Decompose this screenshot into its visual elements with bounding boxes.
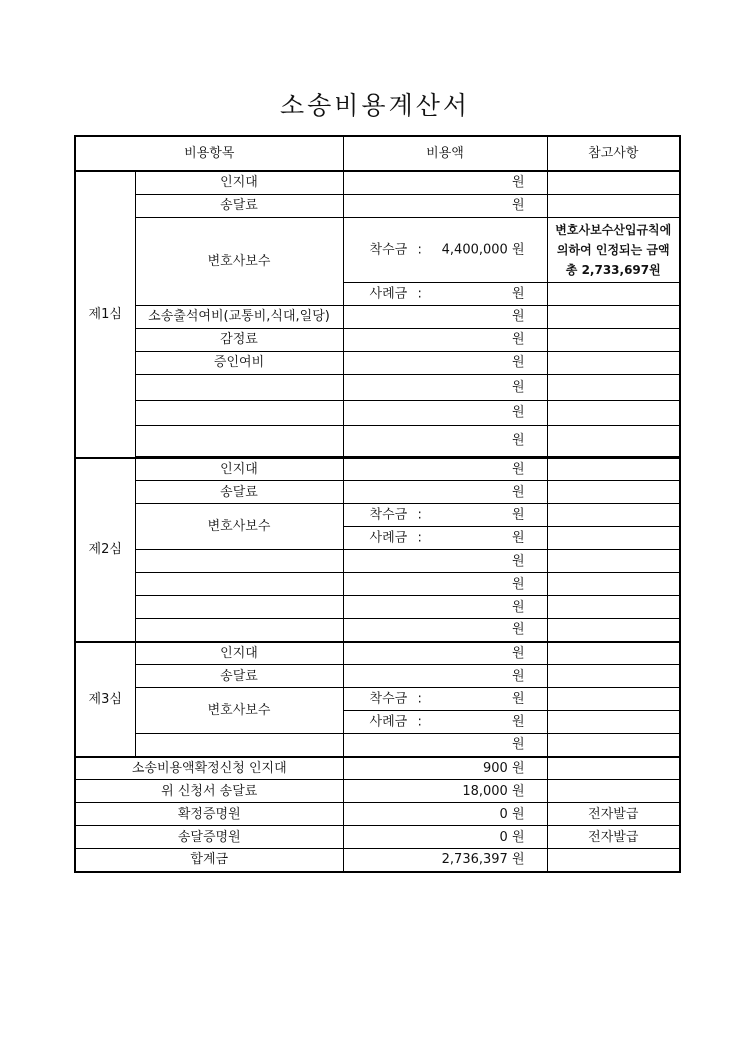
cert-confirm-note: 전자발급 (547, 803, 680, 826)
table-row (75, 481, 680, 504)
colon: : (417, 530, 422, 546)
item-travel: 소송출석여비(교통비,식대,일당) (135, 305, 343, 328)
success-label: 사례금 (369, 286, 408, 301)
table-row (75, 328, 680, 351)
amount-won: 원 (511, 530, 525, 546)
item-service: 송달료 (135, 665, 343, 688)
table-row (75, 171, 680, 194)
remark-cell (547, 573, 680, 596)
table-row (75, 550, 680, 573)
table-row (75, 194, 680, 217)
section-label-1: 제1심 (75, 171, 135, 458)
remark-cell (547, 665, 680, 688)
remark-cell (547, 849, 680, 872)
item-stamp: 인지대 (135, 171, 343, 194)
table-row (75, 780, 680, 803)
table-row (75, 642, 680, 665)
retainer-amount-cell (343, 688, 547, 711)
table-row (75, 351, 680, 374)
remark-cell (547, 504, 680, 527)
remark-cell (547, 305, 680, 328)
table-row (75, 425, 680, 456)
success-amount-cell (343, 282, 547, 305)
amount-won: 원 (343, 619, 547, 642)
confirm-service-label: 위 신청서 송달료 (75, 780, 343, 803)
cert-confirm-amount: 0 원 (343, 803, 547, 826)
remark-cell (547, 194, 680, 217)
cost-table (74, 135, 681, 873)
header-amount: 비용액 (343, 136, 547, 171)
remark-cell (547, 780, 680, 803)
table-row (75, 757, 680, 780)
remark-cell (547, 374, 680, 400)
success-label: 사례금 (369, 714, 408, 730)
colon: : (417, 242, 422, 257)
table-row (75, 596, 680, 619)
table-row (75, 504, 680, 527)
item-empty (135, 550, 343, 573)
amount-won: 원 (343, 194, 547, 217)
success-amount-cell (343, 711, 547, 734)
retainer-amount-cell (343, 504, 547, 527)
item-stamp: 인지대 (135, 458, 343, 481)
amount-won: 원 (511, 286, 525, 301)
item-witness: 증인여비 (135, 351, 343, 374)
item-service: 송달료 (135, 194, 343, 217)
header-remark: 참고사항 (547, 136, 680, 171)
colon: : (417, 286, 422, 301)
amount-won: 원 (343, 734, 547, 757)
cert-service-amount: 0 원 (343, 826, 547, 849)
item-empty (135, 400, 343, 425)
item-empty (135, 425, 343, 456)
item-stamp: 인지대 (135, 642, 343, 665)
remark-cell (547, 642, 680, 665)
remark-cell (547, 351, 680, 374)
retainer-label: 착수금 (369, 242, 408, 257)
remark-cell (547, 688, 680, 711)
cert-service-note: 전자발급 (547, 826, 680, 849)
table-row (75, 458, 680, 481)
amount-won: 원 (511, 714, 525, 730)
retainer-label: 착수금 (369, 691, 408, 707)
success-label: 사례금 (369, 530, 408, 546)
remark-cell (547, 458, 680, 481)
item-empty (135, 596, 343, 619)
amount-won: 원 (343, 425, 547, 456)
table-row (75, 803, 680, 826)
table-row (75, 619, 680, 642)
remark-cell (547, 282, 680, 305)
amount-won: 원 (343, 481, 547, 504)
remark-cell (547, 619, 680, 642)
table-row (75, 374, 680, 400)
amount-won: 원 (343, 665, 547, 688)
colon: : (417, 714, 422, 730)
amount-won: 원 (343, 328, 547, 351)
table-row (75, 573, 680, 596)
item-lawyer-fee: 변호사보수 (135, 688, 343, 734)
table-row (75, 400, 680, 425)
table-row (75, 305, 680, 328)
amount-won: 원 (343, 171, 547, 194)
cert-service-label: 송달증명원 (75, 826, 343, 849)
item-empty (135, 734, 343, 757)
item-service: 송달료 (135, 481, 343, 504)
amount-won: 원 (343, 458, 547, 481)
retainer-amount-cell (343, 217, 547, 282)
remark-cell (547, 527, 680, 550)
amount-won: 원 (511, 691, 525, 707)
table-header-row (75, 136, 680, 171)
amount-won: 원 (511, 507, 525, 523)
section-label-3: 제3심 (75, 642, 135, 757)
section-label-2: 제2심 (75, 458, 135, 642)
item-empty (135, 573, 343, 596)
item-appraisal: 감정료 (135, 328, 343, 351)
total-amount: 2,736,397 원 (343, 849, 547, 872)
table-row (75, 217, 680, 282)
remark-cell (547, 425, 680, 456)
remark-cell (547, 400, 680, 425)
table-row (75, 688, 680, 711)
remark-cell (547, 481, 680, 504)
remark-cell (547, 734, 680, 757)
retainer-label: 착수금 (369, 507, 408, 523)
amount-won: 원 (343, 596, 547, 619)
item-empty (135, 374, 343, 400)
table-row (75, 665, 680, 688)
confirm-service-amount: 18,000 원 (343, 780, 547, 803)
item-lawyer-fee: 변호사보수 (135, 217, 343, 305)
amount-won: 원 (343, 550, 547, 573)
amount-won: 원 (343, 351, 547, 374)
amount-won: 원 (343, 642, 547, 665)
table-row (75, 826, 680, 849)
confirm-stamp-amount: 900 원 (343, 757, 547, 780)
remark-cell (547, 550, 680, 573)
amount-won: 원 (343, 374, 547, 400)
remark-cell (547, 171, 680, 194)
confirm-stamp-label: 소송비용액확정신청 인지대 (75, 757, 343, 780)
amount-won: 원 (343, 400, 547, 425)
colon: : (417, 507, 422, 523)
remark-cell (547, 711, 680, 734)
colon: : (417, 691, 422, 707)
total-label: 합계금 (75, 849, 343, 872)
page-title: 소송비용계산서 (279, 91, 471, 120)
cert-confirm-label: 확정증명원 (75, 803, 343, 826)
remark-cell (547, 328, 680, 351)
success-amount-cell (343, 527, 547, 550)
lawyer-fee-note: 변호사보수산입규칙에 의하여 인정되는 금액 총 2,733,697원 (547, 217, 680, 282)
header-item: 비용항목 (75, 136, 343, 171)
amount-won: 원 (343, 573, 547, 596)
table-row (75, 849, 680, 872)
remark-cell (547, 596, 680, 619)
table-row (75, 734, 680, 757)
item-lawyer-fee: 변호사보수 (135, 504, 343, 550)
retainer-amount: 4,400,000 원 (441, 242, 525, 257)
remark-cell (547, 757, 680, 780)
item-empty (135, 619, 343, 642)
amount-won: 원 (343, 305, 547, 328)
